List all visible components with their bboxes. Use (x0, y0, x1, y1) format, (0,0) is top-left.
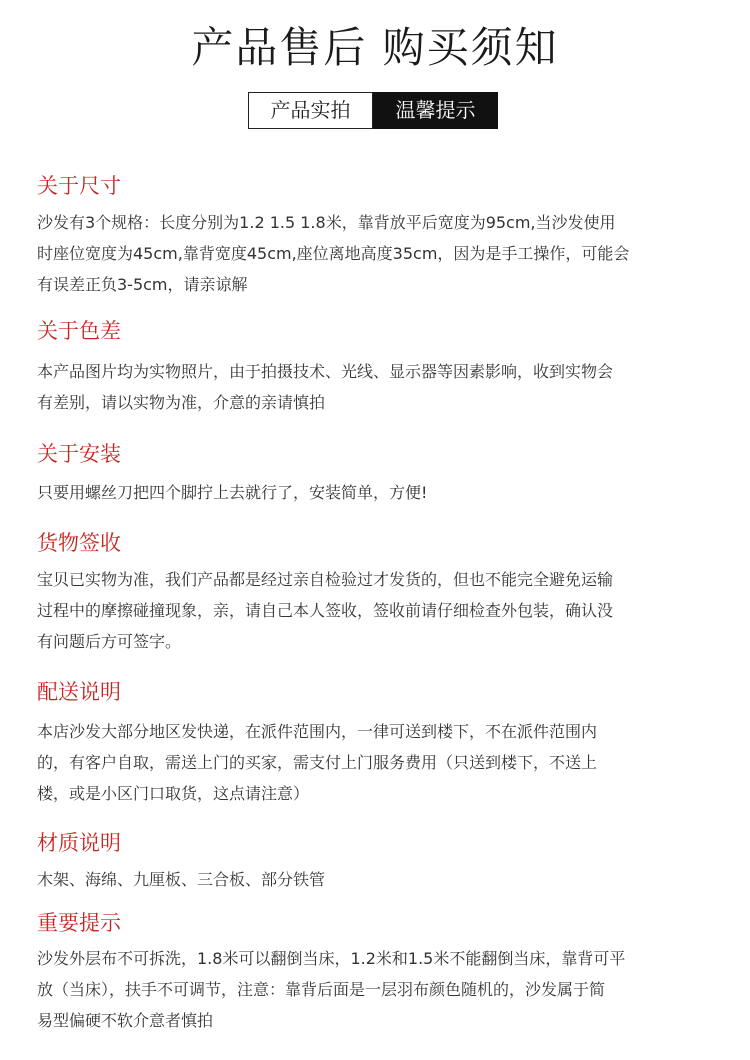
section-body-important-notice (37, 943, 717, 1036)
section-heading-installation: 关于安装 (37, 442, 121, 466)
page-title: 产品售后 购买须知 (191, 23, 559, 72)
text-line: 木架、海绵、九厘板、三合板、部分铁管 (37, 870, 326, 889)
tab-warm-tips[interactable]: 温馨提示 (373, 92, 498, 129)
section-body-materials (37, 864, 717, 895)
section-body-size (37, 207, 717, 300)
text-line: 放（当床），扶手不可调节，注意：靠背后面是一层羽布颜色随机的，沙发属于简 (37, 980, 606, 999)
text-line: 过程中的摩擦碰撞现象，亲，请自己本人签收，签收前请仔细检查外包装，确认没 (37, 601, 614, 620)
section-body-delivery (37, 716, 717, 809)
tab-product-photos[interactable]: 产品实拍 (248, 92, 373, 129)
section-heading-receipt: 货物签收 (37, 531, 121, 555)
text-line: 有误差正负3-5cm，请亲谅解 (37, 275, 248, 294)
section-heading-important-notice: 重要提示 (37, 911, 121, 935)
text-line: 易型偏硬不软介意者慎拍 (37, 1011, 214, 1030)
text-line: 时座位宽度为45cm,靠背宽度45cm,座位离地高度35cm，因为是手工操作，可能会 (37, 244, 630, 263)
section-heading-size: 关于尺寸 (37, 174, 121, 198)
section-body-receipt (37, 564, 717, 657)
text-line: 本产品图片均为实物照片，由于拍摄技术、光线、显示器等因素影响，收到实物会 (37, 362, 614, 381)
text-line: 只要用螺丝刀把四个脚拧上去就行了，安装简单，方便! (37, 483, 428, 502)
text-line: 的，有客户自取，需送上门的买家，需支付上门服务费用（只送到楼下，不送上 (37, 753, 598, 772)
section-heading-delivery: 配送说明 (37, 680, 121, 704)
text-line: 有问题后方可签字。 (37, 632, 182, 651)
text-line: 沙发外层布不可拆洗，1.8米可以翻倒当床，1.2米和1.5米不能翻倒当床，靠背可平 (37, 949, 626, 968)
section-body-installation (37, 477, 717, 508)
text-line: 宝贝已实物为准，我们产品都是经过亲自检验过才发货的，但也不能完全避免运输 (37, 570, 614, 589)
text-line: 楼，或是小区门口取货，这点请注意） (37, 784, 310, 803)
tab-bar (248, 92, 498, 129)
text-line: 有差别，请以实物为准，介意的亲请慎拍 (37, 393, 326, 412)
text-line: 本店沙发大部分地区发快递，在派件范围内，一律可送到楼下，不在派件范围内 (37, 722, 598, 741)
section-heading-color-difference: 关于色差 (37, 319, 121, 343)
section-body-color-difference (37, 356, 717, 418)
text-line: 沙发有3个规格：长度分别为1.2 1.5 1.8米，靠背放平后宽度为95cm,当沙发使用 (37, 213, 616, 232)
section-heading-materials: 材质说明 (37, 831, 121, 855)
